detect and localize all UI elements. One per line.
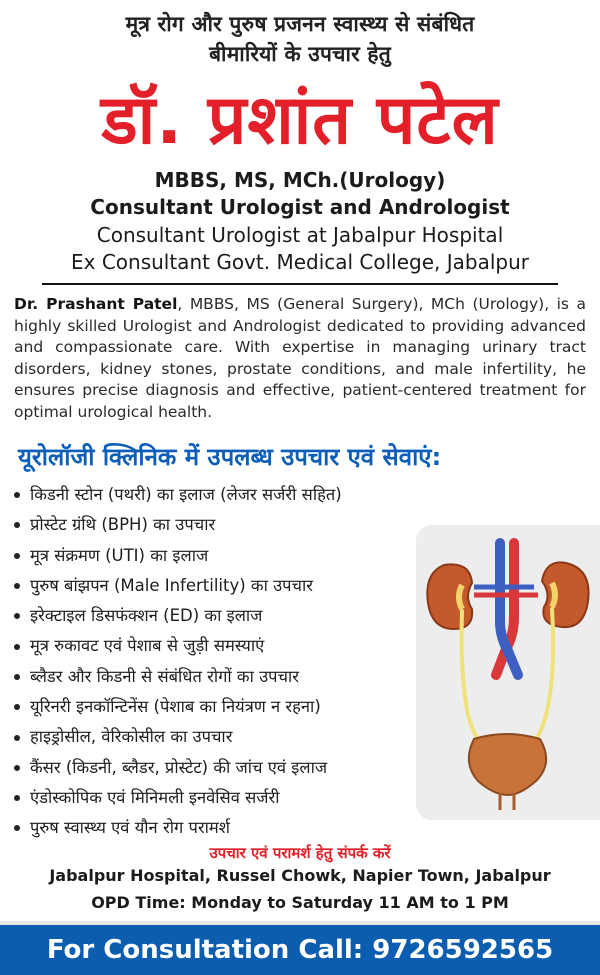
degrees: MBBS, MS, MCh.(Urology) <box>154 168 446 192</box>
bullet-icon <box>14 765 20 771</box>
urinary-system-icon <box>416 525 600 820</box>
services-list <box>10 480 430 844</box>
clinic-address: Jabalpur Hospital, Russel Chowk, Napier Town, Jabalpur <box>49 866 551 885</box>
list-item: पुरुष बांझपन (Male Infertility) का उपचार <box>10 571 430 601</box>
list-item: हाइड्रोसील, वेरिकोसील का उपचार <box>10 722 430 752</box>
intro-line-1: मूत्र रोग और पुरुष प्रजनन स्वास्थ्य से संबंधित <box>125 12 475 36</box>
list-item: किडनी स्टोन (पथरी) का इलाज (लेजर सर्जरी सहित) <box>10 480 430 510</box>
bullet-icon <box>14 522 20 528</box>
bio-doctor-name: Dr. Prashant Patel <box>14 295 178 313</box>
opd-time: OPD Time: Monday to Saturday 11 AM to 1 PM <box>91 893 509 912</box>
bio-text: , MBBS, MS (General Surgery), MCh (Urology), is a highly skilled Urologist and Andrologist dedicated to providing advanced and compassionate care. With expertise in managing urinary tract disorders, kidney stones, prostate conditions, and male infertility, he ensures precise diagnosis and effective, patient-centered treatment for optimal urological health. <box>14 295 587 421</box>
list-item: एंडोस्कोपिक एवं मिनिमली इनवेसिव सर्जरी <box>10 783 430 813</box>
list-item: यूरिनरी इनकॉन्टिनेंस (पेशाब का नियंत्रण न रहना) <box>10 692 430 722</box>
consultation-call-text: For Consultation Call: 9726592565 <box>46 935 554 965</box>
current-position: Consultant Urologist at Jabalpur Hospital <box>96 223 504 247</box>
divider <box>42 283 558 285</box>
bullet-icon <box>14 553 20 559</box>
bullet-icon <box>14 674 20 680</box>
bullet-icon <box>14 825 20 831</box>
list-item: कैंसर (किडनी, ब्लैडर, प्रोस्टेट) की जांच एवं इलाज <box>10 753 430 783</box>
urinary-system-illustration <box>416 525 600 820</box>
services-title: यूरोलॉजी क्लिनिक में उपलब्ध उपचार एवं सेवाएं: <box>18 443 442 471</box>
list-item: इरेक्टाइल डिसफंक्शन (ED) का इलाज <box>10 601 430 631</box>
list-item: मूत्र संक्रमण (UTI) का इलाज <box>10 541 430 571</box>
list-item: मूत्र रुकावट एवं पेशाब से जुड़ी समस्याएं <box>10 631 430 661</box>
consultation-call-banner[interactable] <box>0 925 600 975</box>
contact-cta: उपचार एवं परामर्श हेतु संपर्क करें <box>209 844 391 862</box>
bio-paragraph <box>14 294 586 423</box>
list-item: प्रोस्टेट ग्रंथि (BPH) का उपचार <box>10 510 430 540</box>
doctor-name-hindi: डॉ. प्रशांत पटेल <box>101 81 499 160</box>
bullet-icon <box>14 704 20 710</box>
intro-line-2: बीमारियों के उपचार हेतु <box>209 42 391 66</box>
specialty: Consultant Urologist and Andrologist <box>90 195 510 219</box>
bullet-icon <box>14 795 20 801</box>
bullet-icon <box>14 735 20 741</box>
bullet-icon <box>14 492 20 498</box>
bullet-icon <box>14 613 20 619</box>
list-item: ब्लैडर और किडनी से संबंधित रोगों का उपचार <box>10 662 430 692</box>
former-position: Ex Consultant Govt. Medical College, Jabalpur <box>70 250 530 274</box>
list-item: पुरुष स्वास्थ्य एवं यौन रोग परामर्श <box>10 813 430 843</box>
bullet-icon <box>14 644 20 650</box>
bullet-icon <box>14 583 20 589</box>
